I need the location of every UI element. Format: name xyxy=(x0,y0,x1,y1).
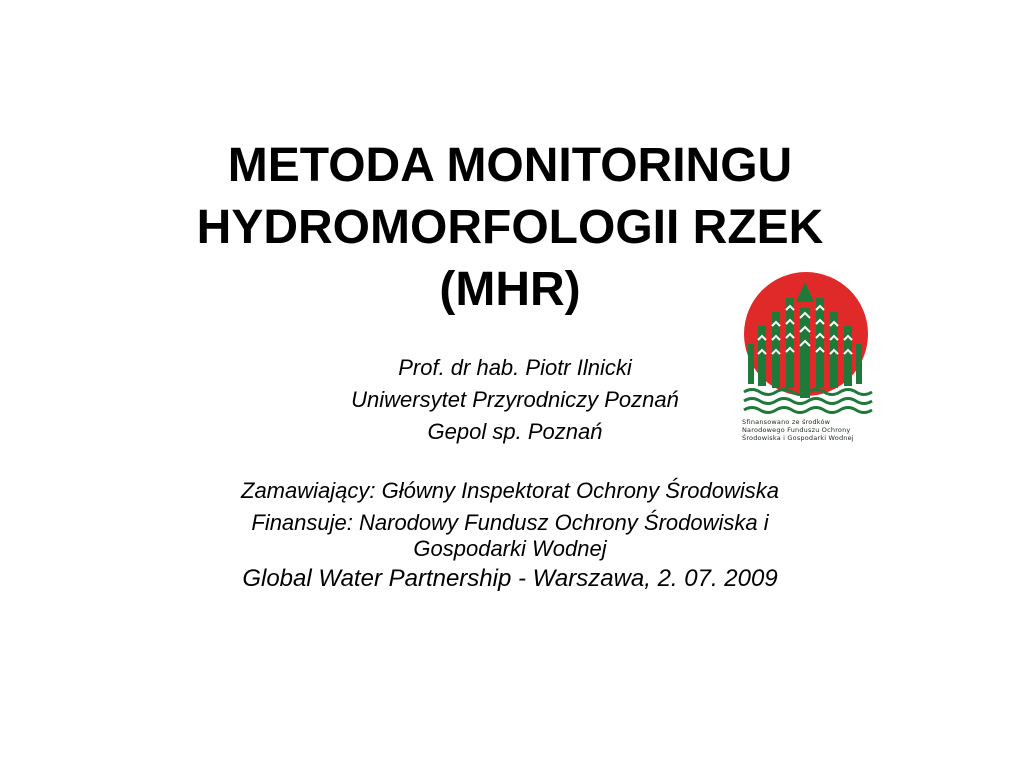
logo-caption-line-2: Narodowego Funduszu Ochrony xyxy=(742,426,851,434)
logo-caption-line-3: Środowiska i Gospodarki Wodnej xyxy=(742,434,854,442)
financing-line-2: Gospodarki Wodnej xyxy=(413,536,607,561)
nfosigw-logo xyxy=(742,268,876,454)
financing-line-1: Finansuje: Narodowy Fundusz Ochrony Środowiska i xyxy=(251,510,769,535)
author-block xyxy=(260,352,770,448)
logo-caption xyxy=(742,418,876,442)
funding-block xyxy=(130,478,890,596)
title-line-2: HYDROMORFOLOGII RZEK xyxy=(196,201,824,254)
author-company: Gepol sp. Poznań xyxy=(427,419,603,444)
client-line: Zamawiający: Główny Inspektorat Ochrony Środowiska xyxy=(241,478,779,503)
event-line: Global Water Partnership - Warszawa, 2. 07. 2009 xyxy=(242,565,778,592)
tree-sun-logo-icon xyxy=(742,268,876,418)
logo-caption-line-1: Sfinansowano ze środków xyxy=(742,418,831,426)
title-line-3: (MHR) xyxy=(439,263,581,316)
title-line-1: METODA MONITORINGU xyxy=(227,139,793,192)
author-name: Prof. dr hab. Piotr Ilnicki xyxy=(398,355,632,380)
author-affiliation: Uniwersytet Przyrodniczy Poznań xyxy=(351,387,679,412)
